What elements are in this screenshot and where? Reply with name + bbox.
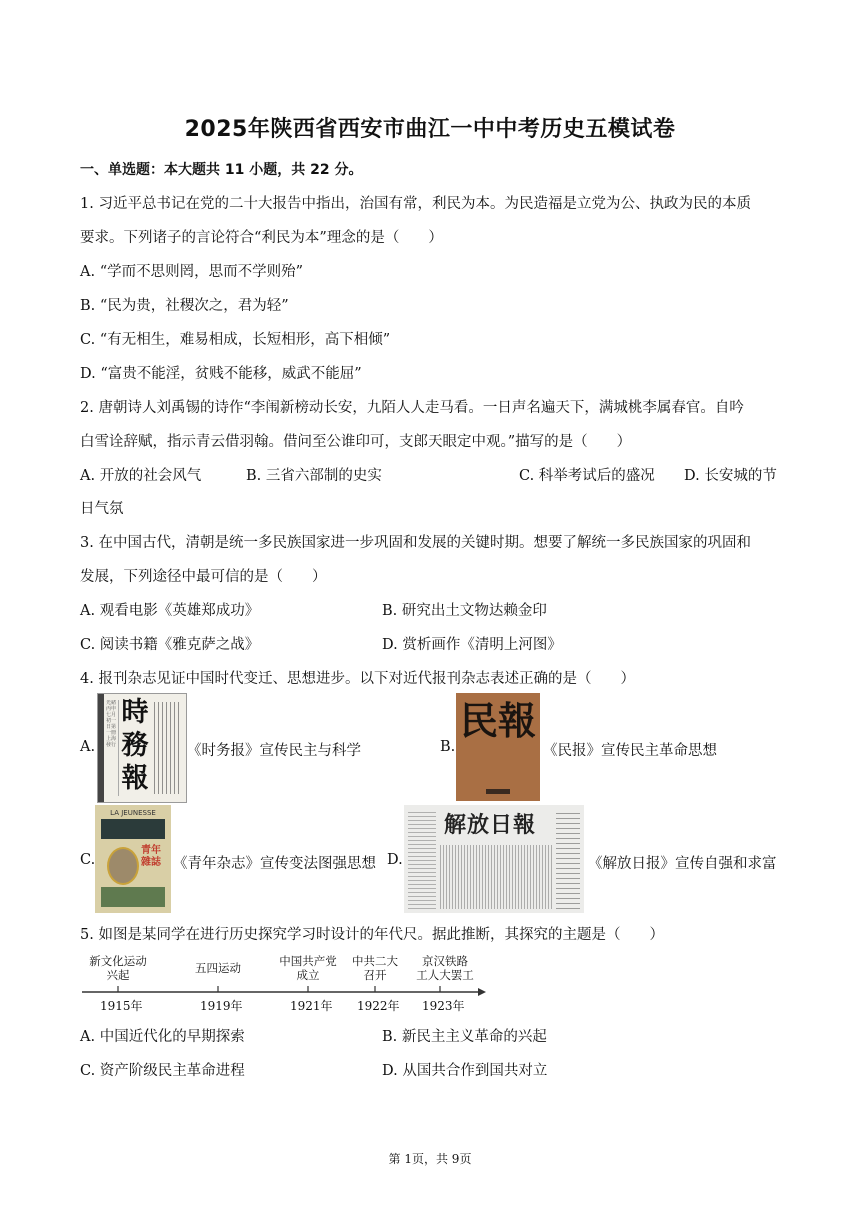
timeline-year-5: 1923年 — [422, 999, 465, 1013]
timeline-arrow — [478, 988, 486, 996]
q4-option-b-text: 《民报》宣传民主革命思想 — [543, 743, 717, 759]
q3-option-c[interactable]: C. 阅读书籍《雅克萨之战》 — [80, 637, 260, 653]
q3-stem-line2: 发展，下列途径中最可信的是（ ） — [80, 569, 327, 585]
q1-option-d[interactable]: D. “富贵不能淫，贫贱不能移，威武不能屈” — [80, 366, 362, 382]
q1-option-a[interactable]: A. “学而不思则罔，思而不学则殆” — [80, 264, 304, 280]
minbao-image: 民報 — [456, 693, 540, 801]
q2-option-d[interactable]: D. 长安城的节 — [684, 468, 777, 484]
q4-option-a-text: 《时务报》宣传民主与科学 — [187, 743, 361, 759]
timeline-ruler — [80, 950, 490, 1016]
timeline-year-1: 1915年 — [100, 999, 143, 1013]
q2-option-c[interactable]: C. 科举考试后的盛况 — [519, 468, 655, 484]
section-heading: 一、单选题：本大题共 11 小题，共 22 分。 — [80, 162, 363, 178]
timeline-event-3: 中国共产党 成立 — [279, 954, 337, 982]
timeline-event-5: 京汉铁路 工人大罢工 — [416, 954, 474, 982]
q4-option-c-text: 《青年杂志》宣传变法图强思想 — [173, 856, 376, 872]
q4-option-c-label[interactable]: C. — [80, 852, 96, 868]
q2-option-d-continued: 日气氛 — [80, 501, 124, 517]
q5-option-a[interactable]: A. 中国近代化的早期探索 — [80, 1029, 245, 1045]
timeline-event-4: 中共二大 召开 — [352, 954, 398, 982]
q4-stem: 4. 报刊杂志见证中国时代变迁、思想进步。以下对近代报刊杂志表述正确的是（ ） — [80, 671, 635, 687]
q5-stem: 5. 如图是某同学在进行历史探究学习时设计的年代尺。据此推断，其探究的主题是（ ） — [80, 927, 664, 943]
q5-option-d[interactable]: D. 从国共合作到国共对立 — [382, 1063, 548, 1079]
q4-option-d-label[interactable]: D. — [387, 852, 403, 868]
shiwubao-image: 光緒丙申七月初一日第一冊上海發行 時務報 — [97, 693, 187, 803]
page-footer: 第 1页，共 9页 — [388, 1152, 472, 1166]
q4-option-a-label[interactable]: A. — [80, 739, 96, 755]
page-title: 2025年陕西省西安市曲江一中中考历史五模试卷 — [184, 117, 676, 142]
q4-option-b-label[interactable]: B. — [440, 739, 456, 755]
q3-stem-line1: 3. 在中国古代，清朝是统一多民族国家进一步巩固和发展的关键时期。想要了解统一多民族国家的巩固和 — [80, 535, 751, 551]
q3-option-d[interactable]: D. 赏析画作《清明上河图》 — [382, 637, 562, 653]
jiefang-ribao-image: 解放日報 — [404, 805, 584, 913]
q2-stem-line1: 2. 唐朝诗人刘禹锡的诗作“李闱新榜动长安，九陌人人走马看。一日声名遍天下，满城桃李属春官。自吟 — [80, 400, 744, 416]
q1-option-b[interactable]: B. “民为贵，社稷次之，君为轻” — [80, 298, 289, 314]
q4-option-d-text: 《解放日报》宣传自强和求富 — [588, 856, 777, 872]
q1-stem-line1: 1. 习近平总书记在党的二十大报告中指出，治国有常，利民为本。为民造福是立党为公、执政为民的本质 — [80, 196, 751, 212]
q2-option-b[interactable]: B. 三省六部制的史实 — [246, 468, 382, 484]
q3-option-b[interactable]: B. 研究出土文物达赖金印 — [382, 603, 547, 619]
timeline-event-2: 五四运动 — [195, 961, 241, 975]
q5-option-c[interactable]: C. 资产阶级民主革命进程 — [80, 1063, 245, 1079]
qingnian-zazhi-image: LA JEUNESSE 青年雜誌 — [95, 805, 171, 913]
q2-stem-line2: 白雪诠辞赋，指示青云借羽翰。借问至公谁印可，支郎天眼定中观。”描写的是（ ） — [80, 434, 632, 450]
q5-option-b[interactable]: B. 新民主主义革命的兴起 — [382, 1029, 547, 1045]
q2-option-a[interactable]: A. 开放的社会风气 — [80, 468, 202, 484]
timeline-year-2: 1919年 — [200, 999, 243, 1013]
timeline-year-4: 1922年 — [357, 999, 400, 1013]
q1-stem-line2: 要求。下列诸子的言论符合“利民为本”理念的是（ ） — [80, 230, 443, 246]
q3-option-a[interactable]: A. 观看电影《英雄郑成功》 — [80, 603, 260, 619]
timeline-year-3: 1921年 — [290, 999, 333, 1013]
timeline-event-1: 新文化运动 兴起 — [89, 954, 147, 982]
q1-option-c[interactable]: C. “有无相生，难易相成，长短相形，高下相倾” — [80, 332, 391, 348]
